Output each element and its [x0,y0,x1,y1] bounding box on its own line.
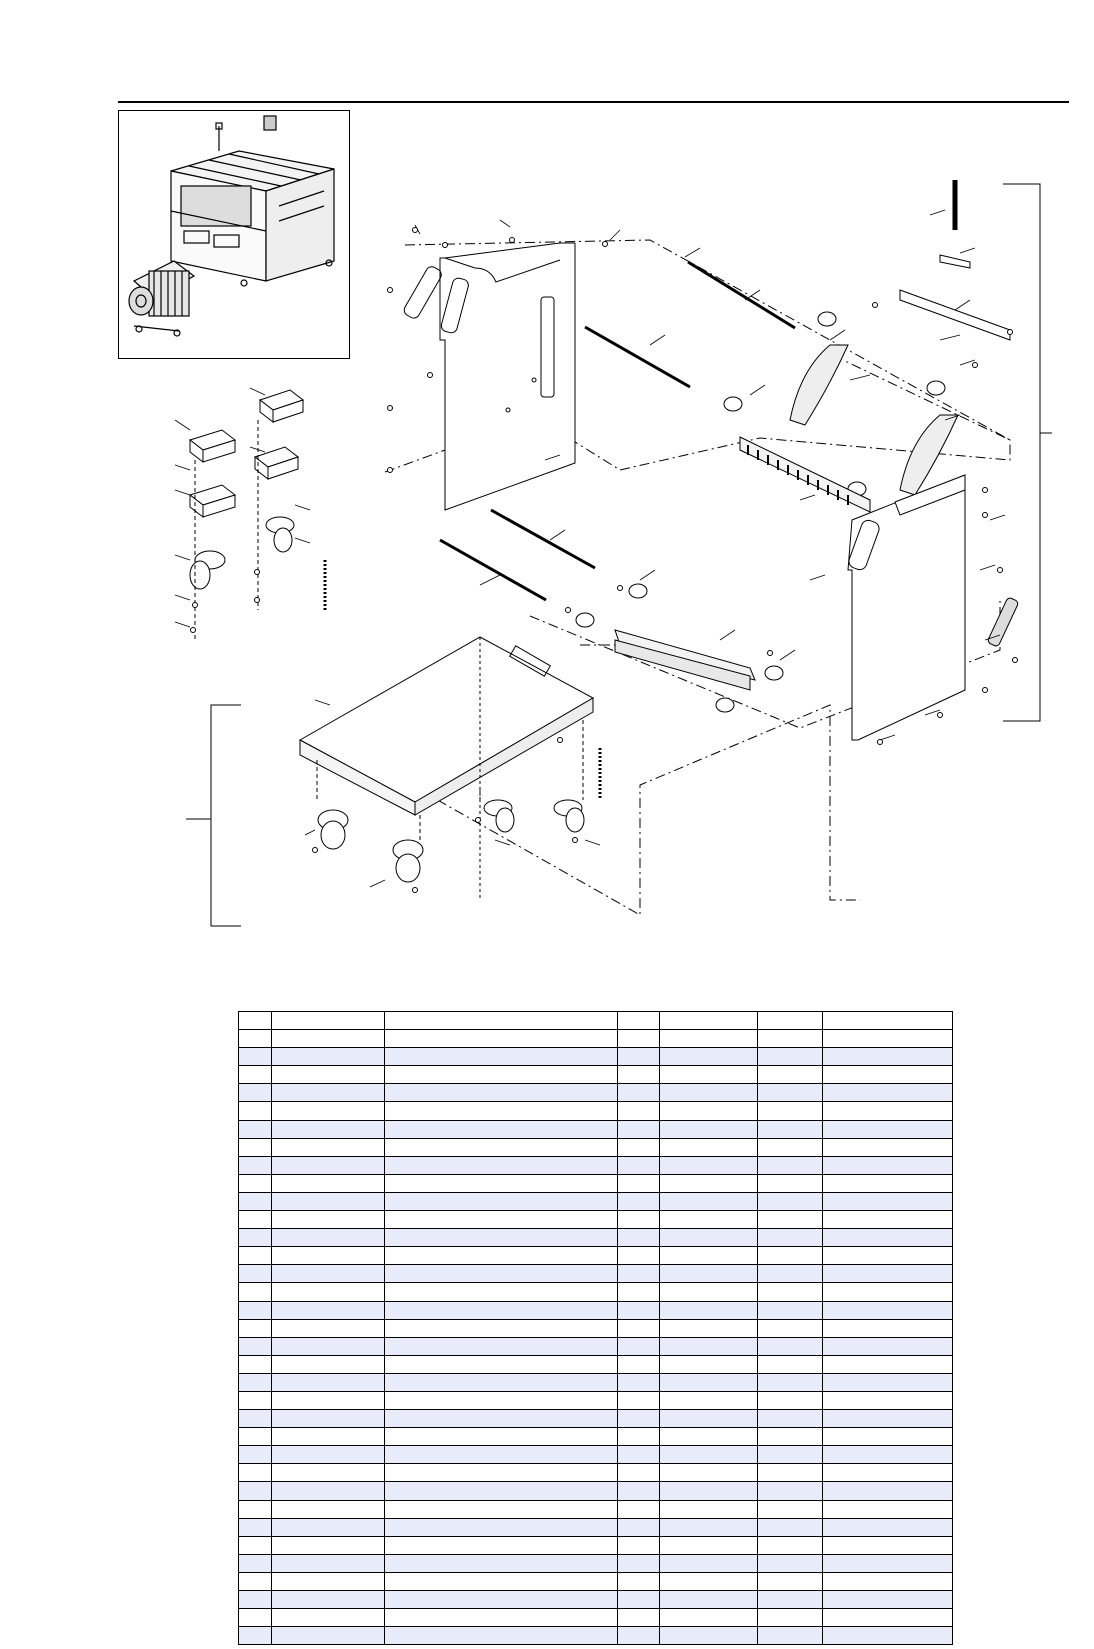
table-cell [618,1247,660,1265]
table-cell [272,1156,385,1174]
table-cell [385,1410,618,1428]
table-cell [758,1373,823,1391]
table-cell [239,1428,272,1446]
table-cell [660,1609,758,1627]
table-cell [618,1211,660,1229]
table-row [239,1030,953,1048]
table-row [239,1609,953,1627]
table-cell [823,1572,953,1590]
table-row [239,1536,953,1554]
table-cell [758,1156,823,1174]
table-cell [272,1627,385,1645]
table-cell [385,1572,618,1590]
table-cell [660,1319,758,1337]
header-cell [823,1012,953,1030]
table-cell [823,1464,953,1482]
table-row [239,1410,953,1428]
table-cell [385,1355,618,1373]
table-cell [385,1102,618,1120]
table-cell [239,1591,272,1609]
table-cell [758,1391,823,1409]
table-cell [758,1609,823,1627]
table-row [239,1301,953,1319]
table-cell [660,1518,758,1536]
table-cell [272,1048,385,1066]
table-cell [239,1156,272,1174]
table-cell [272,1174,385,1192]
table-cell [618,1229,660,1247]
table-cell [660,1156,758,1174]
table-cell [385,1030,618,1048]
table-cell [823,1102,953,1120]
parts-list-table [238,1011,953,1645]
table-cell [272,1428,385,1446]
table-cell [385,1174,618,1192]
header-cell [758,1012,823,1030]
table-row [239,1084,953,1102]
table-cell [272,1102,385,1120]
table-cell [823,1120,953,1138]
table-cell [385,1337,618,1355]
table-cell [618,1265,660,1283]
table-cell [618,1084,660,1102]
table-cell [618,1518,660,1536]
table-cell [823,1283,953,1301]
table-cell [618,1048,660,1066]
table-cell [385,1428,618,1446]
table-cell [823,1500,953,1518]
table-cell [660,1066,758,1084]
table-cell [239,1500,272,1518]
table-cell [618,1283,660,1301]
table-cell [618,1482,660,1500]
table-cell [239,1554,272,1572]
table-cell [823,1373,953,1391]
table-cell [239,1066,272,1084]
table-cell [618,1464,660,1482]
table-cell [239,1410,272,1428]
table-cell [385,1482,618,1500]
table-cell [385,1627,618,1645]
table-cell [239,1102,272,1120]
table-cell [758,1355,823,1373]
table-cell [239,1355,272,1373]
table-cell [660,1446,758,1464]
table-cell [272,1391,385,1409]
table-cell [660,1084,758,1102]
table-cell [272,1265,385,1283]
table-cell [758,1337,823,1355]
table-cell [660,1428,758,1446]
table-cell [758,1138,823,1156]
table-cell [272,1591,385,1609]
table-cell [385,1211,618,1229]
table-cell [239,1174,272,1192]
table-cell [618,1609,660,1627]
table-cell [823,1627,953,1645]
table-cell [272,1355,385,1373]
table-row [239,1627,953,1645]
table-cell [758,1518,823,1536]
table-cell [239,1265,272,1283]
table-cell [239,1030,272,1048]
table-cell [618,1174,660,1192]
table-cell [272,1192,385,1210]
table-cell [823,1138,953,1156]
table-row [239,1066,953,1084]
table-cell [385,1084,618,1102]
right-assembly-bracket [1003,184,1040,721]
table-cell [660,1174,758,1192]
table-cell [618,1572,660,1590]
table-cell [618,1066,660,1084]
table-cell [385,1591,618,1609]
table-cell [660,1572,758,1590]
table-cell [618,1138,660,1156]
table-row [239,1391,953,1409]
table-header-row [239,1012,953,1030]
table-cell [385,1066,618,1084]
table-cell [758,1048,823,1066]
table-cell [385,1192,618,1210]
table-cell [239,1536,272,1554]
table-cell [660,1391,758,1409]
table-cell [239,1319,272,1337]
table-cell [823,1156,953,1174]
table-cell [758,1410,823,1428]
table-row [239,1138,953,1156]
table-cell [823,1066,953,1084]
table-cell [239,1337,272,1355]
table-cell [758,1464,823,1482]
table-cell [272,1373,385,1391]
header-cell [272,1012,385,1030]
table-row [239,1428,953,1446]
table-cell [823,1030,953,1048]
table-row [239,1283,953,1301]
table-cell [385,1518,618,1536]
table-cell [823,1591,953,1609]
table-cell [618,1391,660,1409]
table-cell [823,1391,953,1409]
table-cell [758,1572,823,1590]
table-cell [272,1301,385,1319]
table-cell [385,1536,618,1554]
table-row [239,1337,953,1355]
table-cell [660,1355,758,1373]
table-cell [272,1446,385,1464]
table-row [239,1554,953,1572]
table-cell [660,1120,758,1138]
table-cell [660,1410,758,1428]
header-cell [239,1012,272,1030]
table-cell [239,1120,272,1138]
table-row [239,1174,953,1192]
table-cell [758,1229,823,1247]
table-cell [272,1283,385,1301]
table-cell [239,1572,272,1590]
table-cell [660,1482,758,1500]
table-cell [239,1446,272,1464]
table-cell [618,1192,660,1210]
table-cell [272,1319,385,1337]
header-cell [385,1012,618,1030]
table-cell [823,1428,953,1446]
table-cell [239,1211,272,1229]
table-cell [823,1337,953,1355]
table-cell [385,1138,618,1156]
table-cell [239,1138,272,1156]
table-cell [239,1192,272,1210]
table-cell [758,1120,823,1138]
table-row [239,1319,953,1337]
table-cell [272,1066,385,1084]
table-cell [660,1301,758,1319]
table-cell [618,1500,660,1518]
table-row [239,1373,953,1391]
table-cell [618,1591,660,1609]
table-cell [823,1410,953,1428]
table-row [239,1464,953,1482]
table-cell [618,1102,660,1120]
table-cell [823,1048,953,1066]
table-cell [272,1120,385,1138]
table-cell [272,1554,385,1572]
table-row [239,1518,953,1536]
table-cell [660,1138,758,1156]
table-cell [660,1500,758,1518]
table-cell [660,1265,758,1283]
table-cell [239,1391,272,1409]
table-cell [385,1156,618,1174]
table-cell [385,1048,618,1066]
right-side-plate [848,475,965,740]
table-cell [385,1446,618,1464]
table-cell [618,1554,660,1572]
table-cell [758,1102,823,1120]
table-cell [272,1536,385,1554]
table-cell [660,1591,758,1609]
table-cell [758,1446,823,1464]
header-cell [660,1012,758,1030]
table-cell [758,1482,823,1500]
table-cell [385,1265,618,1283]
table-cell [618,1410,660,1428]
table-cell [758,1084,823,1102]
table-cell [239,1283,272,1301]
table-cell [660,1627,758,1645]
table-cell [239,1627,272,1645]
table-cell [823,1554,953,1572]
table-cell [385,1554,618,1572]
table-cell [272,1138,385,1156]
left-side-plate [440,243,575,510]
table-cell [239,1518,272,1536]
table-row [239,1591,953,1609]
table-cell [758,1283,823,1301]
table-cell [758,1066,823,1084]
table-cell [660,1211,758,1229]
table-cell [385,1319,618,1337]
table-cell [823,1084,953,1102]
table-row [239,1102,953,1120]
table-row [239,1048,953,1066]
table-cell [823,1192,953,1210]
table-cell [385,1229,618,1247]
table-cell [385,1391,618,1409]
table-cell [758,1591,823,1609]
table-cell [660,1283,758,1301]
table-cell [272,1084,385,1102]
table-cell [272,1609,385,1627]
table-cell [823,1536,953,1554]
table-cell [823,1247,953,1265]
table-cell [660,1030,758,1048]
table-cell [385,1301,618,1319]
table-cell [823,1609,953,1627]
header-cell [618,1012,660,1030]
table-cell [239,1247,272,1265]
table-cell [618,1428,660,1446]
table-cell [758,1211,823,1229]
table-cell [823,1211,953,1229]
table-cell [758,1554,823,1572]
table-cell [758,1428,823,1446]
table-cell [239,1482,272,1500]
table-cell [660,1337,758,1355]
table-cell [758,1030,823,1048]
table-cell [272,1247,385,1265]
table-cell [385,1609,618,1627]
table-cell [618,1301,660,1319]
table-cell [385,1373,618,1391]
table-cell [823,1482,953,1500]
table-cell [239,1048,272,1066]
table-cell [660,1536,758,1554]
table-cell [239,1301,272,1319]
table-cell [660,1373,758,1391]
table-cell [385,1120,618,1138]
table-cell [385,1500,618,1518]
table-cell [239,1229,272,1247]
table-cell [385,1247,618,1265]
table-cell [758,1319,823,1337]
table-cell [823,1229,953,1247]
table-body [239,1030,953,1645]
table-row [239,1247,953,1265]
table-cell [239,1373,272,1391]
table-row [239,1572,953,1590]
table-row [239,1482,953,1500]
table-row [239,1265,953,1283]
table-cell [660,1102,758,1120]
table-cell [618,1536,660,1554]
table-cell [272,1572,385,1590]
table-row [239,1192,953,1210]
table-cell [272,1410,385,1428]
table-cell [823,1174,953,1192]
table-row [239,1446,953,1464]
table-cell [823,1265,953,1283]
table-cell [823,1446,953,1464]
table-cell [618,1337,660,1355]
left-assembly-bracket [211,705,241,926]
table-row [239,1229,953,1247]
table-cell [239,1609,272,1627]
table-cell [618,1120,660,1138]
table-cell [758,1536,823,1554]
table-cell [758,1192,823,1210]
table-cell [758,1265,823,1283]
table-cell [618,1446,660,1464]
table-cell [272,1482,385,1500]
table-cell [758,1247,823,1265]
table-cell [272,1518,385,1536]
table-cell [660,1048,758,1066]
table-row [239,1500,953,1518]
table-row [239,1120,953,1138]
table-cell [618,1355,660,1373]
table-cell [660,1192,758,1210]
table-cell [618,1627,660,1645]
table-cell [758,1500,823,1518]
table-cell [272,1030,385,1048]
table-row [239,1156,953,1174]
table-cell [660,1554,758,1572]
table-cell [660,1464,758,1482]
table-cell [385,1464,618,1482]
table-cell [660,1247,758,1265]
table-cell [758,1174,823,1192]
table-row [239,1211,953,1229]
table-cell [272,1229,385,1247]
table-cell [823,1319,953,1337]
table-cell [660,1229,758,1247]
table-cell [618,1156,660,1174]
table-cell [758,1627,823,1645]
table-cell [272,1337,385,1355]
table-cell [239,1084,272,1102]
table-cell [272,1211,385,1229]
table-cell [272,1500,385,1518]
table-cell [618,1373,660,1391]
table-cell [823,1518,953,1536]
table-cell [823,1355,953,1373]
table-cell [385,1283,618,1301]
table-cell [272,1464,385,1482]
table-cell [758,1301,823,1319]
table-cell [618,1319,660,1337]
table-row [239,1355,953,1373]
table-cell [823,1301,953,1319]
table-cell [618,1030,660,1048]
table-cell [239,1464,272,1482]
